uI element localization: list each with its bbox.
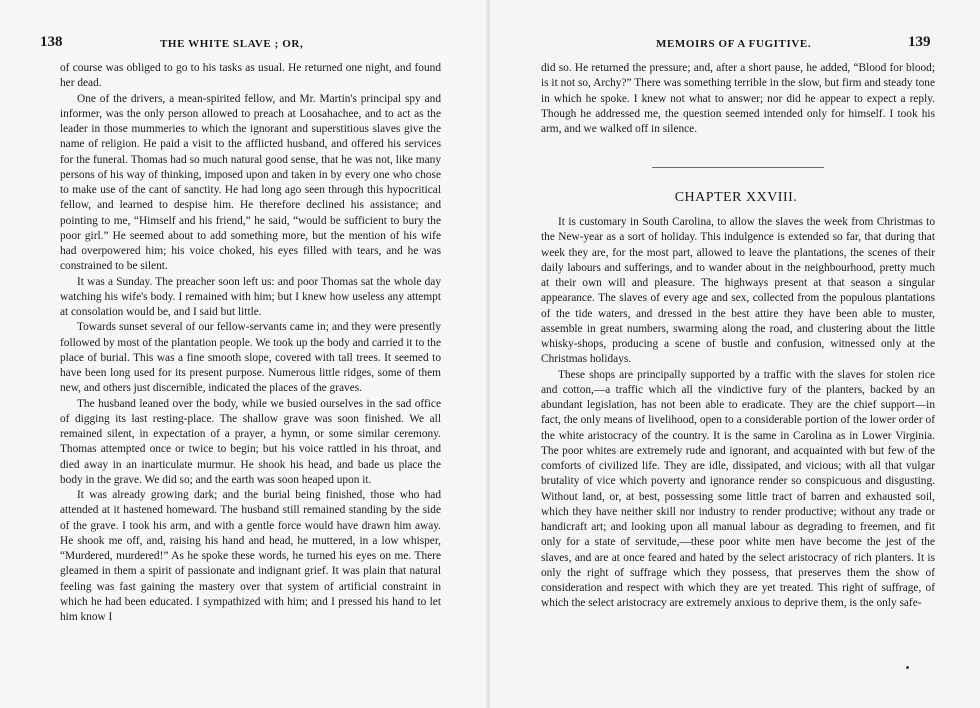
section-rule — [652, 167, 824, 168]
left-paragraph: The husband leaned over the body, while we busied ourselves in the sad office of digging its last resting-place. The shallow grave was soon finished. We all remained silent, in expectation of a prayer, a hymn, or some similar ceremony. Thomas attempted once or twice to begin; but his voice rattled in his throat, and died away in an inarticulate murmur. He shook his head, and bade us place the body in the grave. We did so; and the earth was soon heaped upon it. — [60, 397, 441, 486]
right-opening-block — [541, 61, 935, 137]
left-paragraph: It was already growing dark; and the burial being finished, those who had attended at it hastened homeward. The husband still remained standing by the side of the grave. I took his arm, and with a gentle force would have drawn him away. He shook me off, and, raising his hand and head, he muttered, in a low whisper, “Murdered, murdered!” As he spoke these words, he turned his eyes on me. There gleamed in them a spirit of passionate and indignant grief. It was plain that natural feeling was fast gaining the mastery over that system of artificial constraint in which he had been educated. I sympathized with him; and I pressed his hand to let him know I — [60, 489, 441, 623]
chapter-title: CHAPTER XXVIII. — [674, 190, 798, 205]
left-paragraph: Towards sunset several of our fellow-servants came in; and they were presently followed by most of the plantation people. We took up the body and carried it to the place of burial. This was a fine smooth slope, covered with tall trees. It seemed to have been long used for its present purpose. Numerous little ridges, some of them new, and others just discernible, indicated the places of the graves. — [60, 321, 441, 395]
left-paragraph: It was a Sunday. The preacher soon left us: and poor Thomas sat the whole day watching his wife's body. I remained with him; but I knew how useless any attempt at consolation would be, and I said but little. — [60, 275, 441, 318]
left-paragraph: One of the drivers, a mean-spirited fellow, and Mr. Martin's principal spy and informer, was the only person allowed to preach at Loosahachee, and to act as the leader in those mummeries to which the ignorant and superstitious slaves give the name of religion. He paid a visit to the afflicted husband, and offered his services for the funeral. Thomas had so much natural good sense, that he was not, like many persons of his way of thinking, imposed upon and taken in by every one who chose to make use of the cant of sanctity. He had long ago seen through this hypocritical fellow, and learned to despise him. He therefore declined his assistance; and pointing to me, “Himself and his friend,” he said, “would be sufficient to bury the poor girl.” He seemed about to add something more, but the mention of his wife had overpowered him; his voice choked, his eyes filled with tears, and he was constrained to be silent. — [60, 92, 441, 273]
right-running-head: MEMOIRS OF A FUGITIVE. — [656, 38, 812, 50]
chapter-paragraph: It is customary in South Carolina, to allow the slaves the week from Christmas to the New-year as a sort of holiday. This indulgence is extended so far, that during that week they are, for the most part, allowed to leave the plantations, the scenes of their daily labours and sufferings, and to wander about in the neighbourhood, pretty much at their own will and pleasure. The highways present at that season a singular appearance. The slaves of every age and sex, collected from the populous plantations of the tide waters, and dressed in the best attire they have been able to muster, assemble in great numbers, swarming along the road, and clustering about the little whisky-shops, producing a scene of bustle and confusion, witnessed only at the Christmas holidays. — [541, 216, 935, 366]
left-page-number: 138 — [40, 34, 63, 50]
left-paragraph: of course was obliged to go to his tasks as usual. He returned one night, and found her dead. — [60, 62, 441, 90]
ink-speck — [906, 666, 909, 669]
right-opening-paragraph: did so. He returned the pressure; and, after a short pause, he added, “Blood for blood; is it not so, Archy?” There was something terrible in the slow, but firm and steady tone in which he spoke. I knew not what to answer; nor did he appear to expect a reply. Though he addressed me, the question seemed intended only for himself. I took his arm, and we walked off in silence. — [541, 62, 935, 135]
chapter-paragraph: These shops are principally supported by a traffic with the slaves for stolen rice and cotton,—a traffic which all the vindictive fury of the planters, backed by an abundant legislation, has not been able to eradicate. They are the chief support—in fact, the only means of livelihood, open to a considerable portion of the lower order of the white aristocracy of the country. It is the same in Carolina as in Lower Virginia. The poor whites are extremely rude and ignorant, and acquainted with but few of the comforts of civilized life. They are idle, dissipated, and vicious; with all that vulgar brutality of vice which poverty and ignorance render so conspicuous and disgusting. Without land, or, at best, possessing some little tract of barren and exhausted soil, which they have neither skill nor industry to render productive; without any trade or handicraft art; and looking upon all manual labour as degrading to freemen, and fit only for a state of servitude,—these poor white men have become the jest of the slaves, and are at once feared and hated by the select aristocracy of rich planters. It is only the right of suffrage which they possess, that preserves them the show of consideration and respect with which they are yet treated. This right of suffrage, of which the select aristocracy are extremely anxious to deprive them, is the only safe- — [541, 368, 935, 610]
left-text-block — [60, 61, 441, 625]
right-page-number: 139 — [908, 34, 931, 50]
chapter-text-block — [541, 215, 935, 612]
left-running-head: THE WHITE SLAVE ; OR, — [160, 38, 304, 50]
